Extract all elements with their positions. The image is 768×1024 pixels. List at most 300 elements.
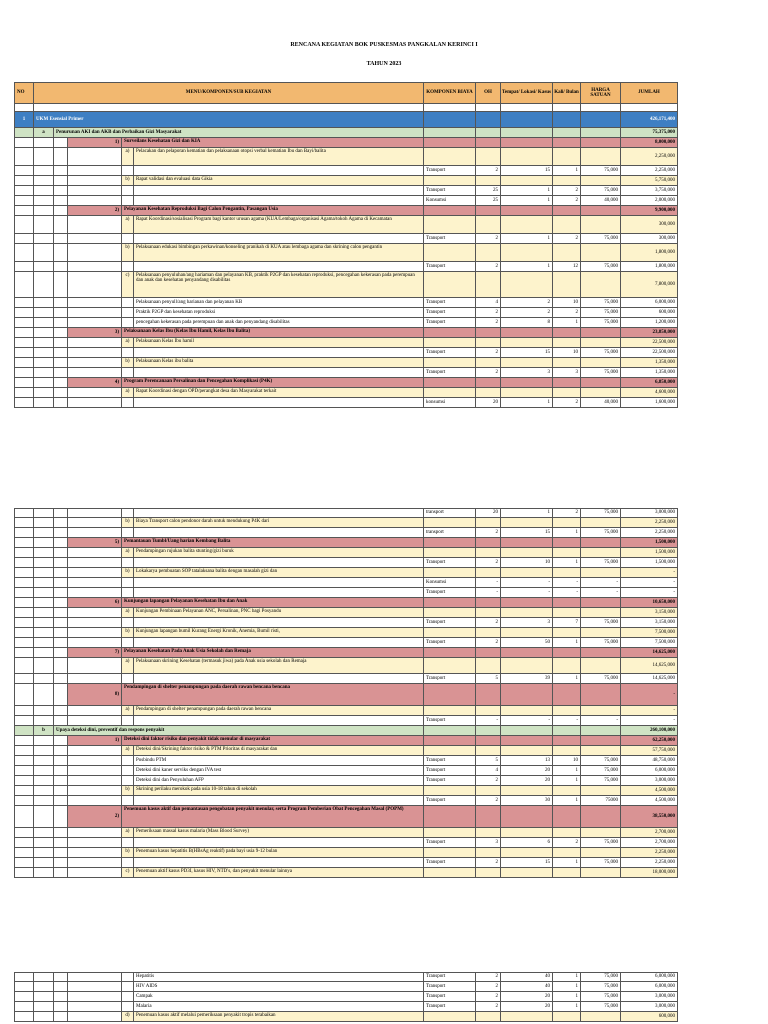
empty-cell [476,706,501,716]
cost-component: Transport [424,858,476,868]
oh-value: 20 [476,398,501,408]
empty-cell [34,973,54,982]
oh-value: 2 [476,308,501,318]
unit-price: 40,000 [581,398,621,408]
table-row [14,638,678,648]
cost-component: Transport [424,186,476,196]
activity-title: Surveilans Kesehatan Gizi dan KIA [122,138,424,148]
empty-cell [581,128,621,138]
row-total: 22,500,000 [621,338,678,348]
empty-cell [553,568,581,578]
table-row [14,244,678,262]
table-row [14,608,678,618]
table-row [14,186,678,196]
empty-cell [14,244,34,262]
empty-cell [14,148,34,166]
col-harga-header: HARGA SATUAN [581,83,621,104]
cost-component: Transport [424,588,476,598]
oh-value: 2 [476,348,501,358]
row-total: 7,500,000 [621,638,678,648]
empty-cell [501,328,553,338]
empty-cell [122,982,134,992]
row-total: 5,750,000 [621,176,678,186]
times-per-month: 10 [553,298,581,308]
empty-cell [14,318,34,328]
table-row [14,726,678,736]
oh-value: - [476,578,501,588]
empty-cell [476,148,501,166]
cost-component: Konsumsi [424,196,476,206]
empty-cell [34,1002,54,1012]
empty-cell [476,828,501,838]
empty-cell [68,358,122,368]
empty-cell [424,338,476,348]
empty-cell [68,588,122,598]
cost-component: Transport [424,716,476,726]
times-per-month: 2 [553,186,581,196]
location-count: 15 [501,528,553,538]
empty-cell [424,112,476,128]
times-per-month: 2 [553,234,581,244]
times-per-month: 2 [553,838,581,848]
empty-cell [501,216,553,234]
cost-component: konsumsi [424,398,476,408]
empty-cell [68,528,122,538]
unit-price: 75,000 [581,992,621,1002]
row-total: 2,250,000 [621,148,678,166]
empty-cell [14,828,34,838]
empty-cell [54,736,68,746]
row-total: 48,750,000 [621,756,678,766]
times-per-month: 1 [553,776,581,786]
table-row [14,216,678,234]
table-row [14,358,678,368]
empty-cell [54,1012,68,1022]
empty-cell [553,338,581,348]
empty-cell [54,618,68,628]
empty-cell [424,128,476,138]
empty-cell [122,858,134,868]
empty-cell [34,216,54,234]
empty-cell [122,674,134,684]
empty-cell [14,736,34,746]
empty-cell [68,716,122,726]
table-row [14,776,678,786]
empty-cell [34,608,54,618]
empty-cell [553,684,581,706]
location-count: 20 [501,992,553,1002]
sub-activity-title: Penemuan aktif kasus PD3I, kasus HIV, NTD's, dan penyakit menular lainnya [134,868,424,878]
empty-cell [122,318,134,328]
empty-cell [54,216,68,234]
empty-cell [34,848,54,858]
table-row [14,348,678,358]
empty-cell [34,716,54,726]
empty-cell [134,398,424,408]
row-total: 6,000,000 [621,766,678,776]
empty-cell [34,244,54,262]
empty-cell [553,148,581,166]
empty-cell [68,234,122,244]
empty-cell [581,244,621,262]
empty-cell [54,858,68,868]
empty-cell [54,638,68,648]
empty-cell [54,588,68,598]
table-row [14,716,678,726]
activity-title: Pelaksanaan Kelas Ibu (Kelas Ibu Hamil, Kelas Ibu Balita) [122,328,424,338]
empty-cell [553,128,581,138]
empty-cell [68,848,122,858]
row-total: 260,100,000 [621,726,678,736]
empty-cell [476,868,501,878]
location-count: 2 [501,298,553,308]
unit-price: 75,000 [581,166,621,176]
empty-cell [553,828,581,838]
oh-value: 2 [476,558,501,568]
unit-price: 75,000 [581,1002,621,1012]
empty-cell [34,786,54,796]
empty-cell [68,838,122,848]
unit-price: 75,000 [581,234,621,244]
empty-cell [122,1002,134,1012]
empty-cell [581,272,621,298]
empty-cell [14,608,34,618]
activity-title: Program Perencanaan Persalinan dan Pencegahan Komplikasi (P4K) [122,378,424,388]
empty-cell [476,338,501,348]
empty-cell [424,628,476,638]
location-count: - [501,588,553,598]
empty-cell [424,786,476,796]
empty-cell [134,234,424,244]
table-row [14,166,678,176]
empty-cell [501,736,553,746]
empty-cell [34,166,54,176]
empty-cell [14,358,34,368]
times-per-month: 1 [553,638,581,648]
empty-cell [476,112,501,128]
empty-cell [501,786,553,796]
sub-activity-letter: b) [122,848,134,858]
empty-cell [34,736,54,746]
detail-description: Deteksi dini dan Penyuluhan AFP [134,776,424,786]
table-row [14,578,678,588]
section-letter: b [34,726,54,736]
empty-cell [34,628,54,638]
empty-cell [14,138,34,148]
empty-cell [14,588,34,598]
times-per-month: 1 [553,1002,581,1012]
empty-cell [14,398,34,408]
empty-cell [476,736,501,746]
empty-cell [14,658,34,674]
row-total: 6,000,000 [621,982,678,992]
empty-cell [14,618,34,628]
cost-component: Transport [424,298,476,308]
empty-cell [54,518,68,528]
oh-value: 2 [476,528,501,538]
empty-cell [501,806,553,828]
empty-cell [34,398,54,408]
empty-cell [424,746,476,756]
empty-cell [54,578,68,588]
empty-cell [501,684,553,706]
detail-description: Posbindu PTM [134,756,424,766]
empty-cell [14,598,34,608]
row-total: 1,350,000 [621,368,678,378]
row-total: 1,500,000 [621,558,678,568]
empty-cell [34,308,54,318]
table-row [14,206,678,216]
empty-cell [34,756,54,766]
activity-number: 6) [68,598,122,608]
empty-cell [134,858,424,868]
location-count: 30 [501,796,553,806]
detail-description: Pelaksanaan penyull/ang harianan dan pelayanan KB [134,298,424,308]
sub-activity-letter: b) [122,244,134,262]
empty-cell [424,206,476,216]
empty-cell [34,378,54,388]
empty-cell [68,756,122,766]
empty-cell [581,518,621,528]
location-count: 40 [501,973,553,982]
empty-cell [14,848,34,858]
location-count: 15 [501,858,553,868]
unit-price: 75,000 [581,262,621,272]
empty-cell [54,308,68,318]
empty-cell [14,806,34,828]
empty-cell [68,509,122,518]
empty-cell [68,298,122,308]
empty-cell [501,706,553,716]
empty-cell [54,848,68,858]
empty-cell [122,298,134,308]
cost-component: Konsumsi [424,578,476,588]
row-total: 22,500,000 [621,348,678,358]
table-row [14,598,678,608]
empty-cell [14,558,34,568]
table-row [14,558,678,568]
empty-cell [581,148,621,166]
empty-cell [14,262,34,272]
col-tempat-header: Tempat/ Lokasi/ Kasus [501,83,553,104]
empty-cell [54,398,68,408]
cost-component: Transport [424,973,476,982]
empty-cell [68,272,122,298]
empty-cell [501,128,553,138]
empty-cell [54,716,68,726]
location-count: 40 [501,982,553,992]
empty-cell [122,528,134,538]
times-per-month: 1 [553,796,581,806]
empty-cell [54,388,68,398]
empty-cell [14,1012,34,1022]
empty-cell [134,578,424,588]
row-total: 4,600,000 [621,388,678,398]
row-total: 14,625,000 [621,674,678,684]
location-count: 50 [501,638,553,648]
empty-cell [68,868,122,878]
empty-cell [134,638,424,648]
sub-activity-title: Deteksi dini/Skrining faktor risiko & PTM Prioritas di masyarakat dan [134,746,424,756]
empty-cell [581,736,621,746]
empty-cell [14,868,34,878]
empty-cell [581,216,621,234]
empty-cell [553,628,581,638]
sub-activity-letter: a) [122,388,134,398]
table-row [14,796,678,806]
empty-cell [553,848,581,858]
empty-cell [68,992,122,1002]
empty-cell [476,658,501,674]
empty-cell [553,206,581,216]
empty-cell [581,628,621,638]
activity-number: 1) [68,138,122,148]
empty-cell [54,548,68,558]
sub-activity-letter: a) [122,706,134,716]
activity-number: 1) [68,736,122,746]
empty-cell [581,608,621,618]
empty-cell [501,518,553,528]
location-count: 39 [501,674,553,684]
empty-cell [34,528,54,538]
empty-cell [553,176,581,186]
table-row [14,736,678,746]
empty-cell [34,568,54,578]
empty-cell [134,838,424,848]
activity-number: 7) [68,648,122,658]
table-row [14,648,678,658]
empty-cell [501,726,553,736]
oh-value: 2 [476,1002,501,1012]
empty-cell [14,348,34,358]
empty-cell [34,648,54,658]
empty-cell [54,244,68,262]
empty-cell [122,992,134,1002]
row-total: 14,625,000 [621,658,678,674]
location-count: - [501,578,553,588]
sub-activity-letter: b) [122,786,134,796]
empty-cell [134,716,424,726]
empty-cell [501,828,553,838]
empty-cell [54,272,68,298]
unit-price: 75,000 [581,618,621,628]
table-row [14,112,678,128]
empty-cell [54,796,68,806]
empty-cell [54,206,68,216]
sub-activity-letter: b) [122,628,134,638]
empty-cell [14,272,34,298]
empty-cell [501,628,553,638]
location-count: 15 [501,166,553,176]
col-menu-header: MENU/KOMPONEN/SUB KEGIATAN [34,83,424,104]
location-count: - [501,716,553,726]
sub-activity-letter: b) [122,358,134,368]
row-total: 6,000,000 [621,298,678,308]
empty-cell [476,216,501,234]
empty-cell [54,234,68,244]
empty-cell [34,858,54,868]
empty-cell [122,398,134,408]
cost-component: Transport [424,348,476,358]
empty-cell [501,358,553,368]
oh-value: 2 [476,982,501,992]
empty-cell [424,216,476,234]
empty-cell [34,674,54,684]
empty-cell [14,838,34,848]
empty-cell [476,806,501,828]
empty-cell [34,658,54,674]
empty-cell [34,588,54,598]
table-row [14,746,678,756]
empty-cell [54,262,68,272]
unit-price: 75,000 [581,348,621,358]
empty-cell [553,272,581,298]
empty-cell [34,234,54,244]
empty-cell [424,568,476,578]
sub-activity-title: Pelaksanaan Kelas ibu balita [134,358,424,368]
sub-activity-letter: a) [122,608,134,618]
detail-description: Hepatitis [134,973,424,982]
empty-cell [553,538,581,548]
empty-cell [68,166,122,176]
table-row [14,1012,678,1022]
empty-cell [424,328,476,338]
row-total: 62,250,000 [621,736,678,746]
empty-cell [34,746,54,756]
unit-price: 75,000 [581,982,621,992]
activity-number: 2) [68,806,122,828]
empty-cell [581,112,621,128]
section-letter: a [34,128,54,138]
empty-cell [424,598,476,608]
unit-price: 75,000 [581,776,621,786]
empty-cell [476,648,501,658]
empty-cell [581,328,621,338]
activity-number: 8) [68,684,122,706]
empty-cell [501,244,553,262]
empty-cell [34,548,54,558]
location-count: 20 [501,1002,553,1012]
empty-cell [54,628,68,638]
document-year: TAHUN 2023 [366,61,402,67]
empty-cell [122,166,134,176]
empty-cell [54,538,68,548]
empty-cell [424,648,476,658]
empty-cell [14,538,34,548]
empty-cell [68,398,122,408]
row-total: - [621,716,678,726]
row-total: 300,000 [621,216,678,234]
empty-cell [581,138,621,148]
empty-cell [476,138,501,148]
empty-cell [581,786,621,796]
sub-activity-letter: b) [122,176,134,186]
empty-cell [68,746,122,756]
table-row [14,196,678,206]
sub-activity-title: Penemuan kasus aktif melalui pemeriksaan penyakit tropis terabaikan [134,1012,424,1022]
table-row [14,234,678,244]
empty-cell [581,658,621,674]
empty-cell [476,358,501,368]
cost-component: transport [424,528,476,538]
empty-cell [581,598,621,608]
empty-cell [424,138,476,148]
unit-price: 75,000 [581,638,621,648]
unit-price: 75,000 [581,558,621,568]
times-per-month: 1 [553,318,581,328]
empty-cell [54,558,68,568]
table-row [14,272,678,298]
